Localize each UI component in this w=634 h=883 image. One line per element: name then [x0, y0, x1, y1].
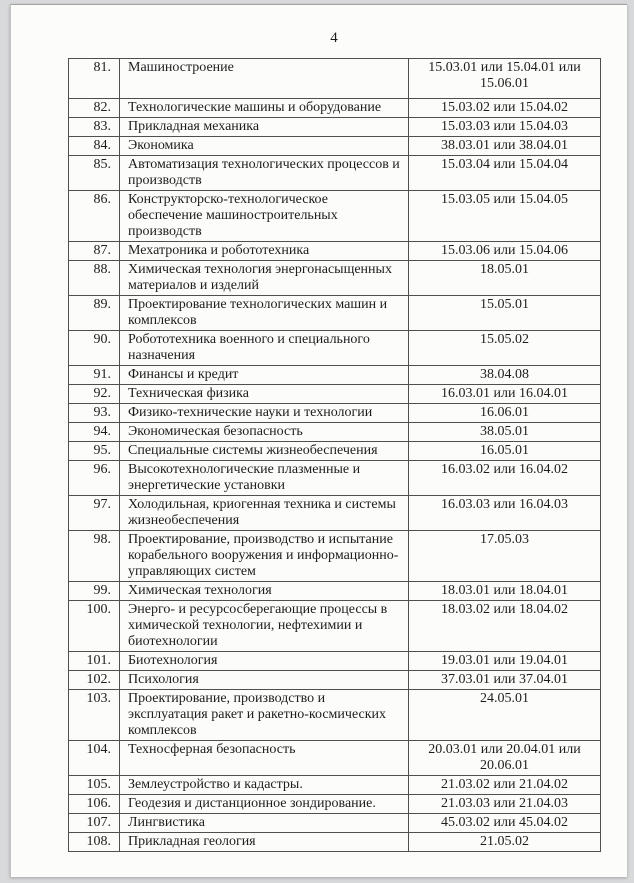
specialty-code-cell: 21.03.02 или 21.04.02	[409, 776, 601, 795]
row-number-cell: 91.	[69, 366, 120, 385]
specialty-code-cell: 15.03.02 или 15.04.02	[409, 99, 601, 118]
row-number-cell: 96.	[69, 461, 120, 496]
specialty-name-cell: Робототехника военного и специального назначения	[120, 331, 409, 366]
table-row	[69, 156, 601, 191]
specialty-code-cell: 19.03.01 или 19.04.01	[409, 652, 601, 671]
specialty-code-cell: 37.03.01 или 37.04.01	[409, 671, 601, 690]
row-number-cell: 103.	[69, 690, 120, 741]
table-row	[69, 118, 601, 137]
specialty-name-cell: Экономика	[120, 137, 409, 156]
row-number-cell: 98.	[69, 531, 120, 582]
specialty-code-cell: 15.03.01 или 15.04.01 или 15.06.01	[409, 59, 601, 99]
specialties-table	[68, 58, 601, 852]
specialty-name-cell: Автоматизация технологических процессов и производств	[120, 156, 409, 191]
specialty-name-cell: Специальные системы жизнеобеспечения	[120, 442, 409, 461]
table-row	[69, 99, 601, 118]
specialty-name-cell: Психология	[120, 671, 409, 690]
row-number-cell: 87.	[69, 242, 120, 261]
specialty-name-cell: Проектирование технологических машин и комплексов	[120, 296, 409, 331]
page-number: 4	[330, 30, 338, 46]
row-number-cell: 84.	[69, 137, 120, 156]
table-row	[69, 442, 601, 461]
row-number-cell: 82.	[69, 99, 120, 118]
table-row	[69, 496, 601, 531]
specialty-name-cell: Высокотехнологические плазменные и энергетические установки	[120, 461, 409, 496]
specialty-name-cell: Геодезия и дистанционное зондирование.	[120, 795, 409, 814]
specialty-code-cell: 16.06.01	[409, 404, 601, 423]
row-number-cell: 88.	[69, 261, 120, 296]
specialty-name-cell: Прикладная геология	[120, 833, 409, 852]
table-row	[69, 461, 601, 496]
specialty-name-cell: Прикладная механика	[120, 118, 409, 137]
row-number-cell: 95.	[69, 442, 120, 461]
table-row	[69, 59, 601, 99]
row-number-cell: 90.	[69, 331, 120, 366]
specialty-code-cell: 16.03.03 или 16.04.03	[409, 496, 601, 531]
specialty-name-cell: Машиностроение	[120, 59, 409, 99]
table-row	[69, 261, 601, 296]
row-number-cell: 102.	[69, 671, 120, 690]
specialty-code-cell: 38.03.01 или 38.04.01	[409, 137, 601, 156]
specialty-code-cell: 38.05.01	[409, 423, 601, 442]
specialty-code-cell: 24.05.01	[409, 690, 601, 741]
specialty-code-cell: 17.05.03	[409, 531, 601, 582]
table-row	[69, 191, 601, 242]
table-row	[69, 690, 601, 741]
table-row	[69, 776, 601, 795]
row-number-cell: 92.	[69, 385, 120, 404]
table-row	[69, 741, 601, 776]
specialty-code-cell: 38.04.08	[409, 366, 601, 385]
row-number-cell: 108.	[69, 833, 120, 852]
row-number-cell: 85.	[69, 156, 120, 191]
specialty-name-cell: Холодильная, криогенная техника и системы жизнеобеспечения	[120, 496, 409, 531]
specialty-code-cell: 16.05.01	[409, 442, 601, 461]
specialty-name-cell: Конструкторско-технологическое обеспечение машиностроительных производств	[120, 191, 409, 242]
row-number-cell: 93.	[69, 404, 120, 423]
row-number-cell: 99.	[69, 582, 120, 601]
table-row	[69, 385, 601, 404]
table-row	[69, 601, 601, 652]
specialty-name-cell: Проектирование, производство и эксплуатация ракет и ракетно-космических комплексов	[120, 690, 409, 741]
table-row	[69, 331, 601, 366]
specialty-name-cell: Техносферная безопасность	[120, 741, 409, 776]
table-row	[69, 242, 601, 261]
row-number-cell: 97.	[69, 496, 120, 531]
row-number-cell: 104.	[69, 741, 120, 776]
specialty-name-cell: Проектирование, производство и испытание корабельного вооружения и информационно-управляющих систем	[120, 531, 409, 582]
specialty-name-cell: Мехатроника и робототехника	[120, 242, 409, 261]
table-row	[69, 671, 601, 690]
specialty-name-cell: Технологические машины и оборудование	[120, 99, 409, 118]
table-row	[69, 366, 601, 385]
specialty-code-cell: 15.03.05 или 15.04.05	[409, 191, 601, 242]
specialty-code-cell: 21.03.03 или 21.04.03	[409, 795, 601, 814]
table-row	[69, 652, 601, 671]
specialties-table-body	[69, 59, 601, 852]
table-row	[69, 404, 601, 423]
table-row	[69, 795, 601, 814]
specialty-name-cell: Химическая технология	[120, 582, 409, 601]
specialty-name-cell: Энерго- и ресурсосберегающие процессы в химической технологии, нефтехимии и биотехнологии	[120, 601, 409, 652]
table-row	[69, 531, 601, 582]
specialty-code-cell: 15.05.02	[409, 331, 601, 366]
table-row	[69, 137, 601, 156]
specialty-code-cell: 15.03.04 или 15.04.04	[409, 156, 601, 191]
document-page	[10, 4, 627, 877]
specialty-name-cell: Техническая физика	[120, 385, 409, 404]
specialty-name-cell: Химическая технология энергонасыщенных материалов и изделий	[120, 261, 409, 296]
specialty-name-cell: Экономическая безопасность	[120, 423, 409, 442]
row-number-cell: 101.	[69, 652, 120, 671]
row-number-cell: 86.	[69, 191, 120, 242]
specialty-code-cell: 45.03.02 или 45.04.02	[409, 814, 601, 833]
row-number-cell: 100.	[69, 601, 120, 652]
row-number-cell: 107.	[69, 814, 120, 833]
row-number-cell: 83.	[69, 118, 120, 137]
row-number-cell: 94.	[69, 423, 120, 442]
row-number-cell: 106.	[69, 795, 120, 814]
specialty-name-cell: Физико-технические науки и технологии	[120, 404, 409, 423]
row-number-cell: 105.	[69, 776, 120, 795]
row-number-cell: 81.	[69, 59, 120, 99]
specialty-code-cell: 18.03.02 или 18.04.02	[409, 601, 601, 652]
specialty-code-cell: 18.03.01 или 18.04.01	[409, 582, 601, 601]
row-number-cell: 89.	[69, 296, 120, 331]
specialty-name-cell: Лингвистика	[120, 814, 409, 833]
table-row	[69, 814, 601, 833]
specialty-name-cell: Биотехнология	[120, 652, 409, 671]
specialty-code-cell: 15.05.01	[409, 296, 601, 331]
table-row	[69, 423, 601, 442]
specialty-name-cell: Землеустройство и кадастры.	[120, 776, 409, 795]
specialty-code-cell: 18.05.01	[409, 261, 601, 296]
table-row	[69, 296, 601, 331]
table-row	[69, 582, 601, 601]
specialty-code-cell: 16.03.01 или 16.04.01	[409, 385, 601, 404]
specialty-code-cell: 16.03.02 или 16.04.02	[409, 461, 601, 496]
table-row	[69, 833, 601, 852]
specialty-code-cell: 21.05.02	[409, 833, 601, 852]
specialty-code-cell: 15.03.03 или 15.04.03	[409, 118, 601, 137]
specialty-code-cell: 15.03.06 или 15.04.06	[409, 242, 601, 261]
specialty-code-cell: 20.03.01 или 20.04.01 или 20.06.01	[409, 741, 601, 776]
specialty-name-cell: Финансы и кредит	[120, 366, 409, 385]
